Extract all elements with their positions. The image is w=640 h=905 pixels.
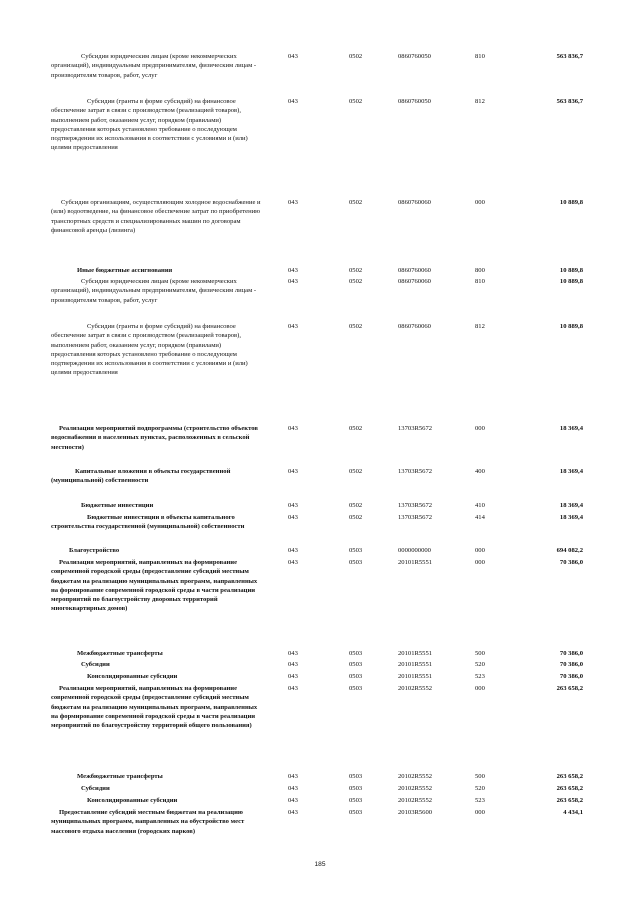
article-code: 20101R5551 [398, 661, 433, 668]
expense-type-code: 000 [475, 425, 485, 432]
article-code: 0860760060 [398, 278, 431, 285]
amount: 10 889,8 [559, 267, 583, 274]
expense-type-code: 520 [475, 785, 485, 792]
amount: 10 889,8 [559, 323, 583, 330]
amount: 18 369,4 [559, 425, 583, 432]
article-code: 13703R5672 [398, 514, 433, 521]
expense-type-code: 800 [475, 267, 485, 274]
section-code: 0503 [349, 547, 363, 554]
row-name: Бюджетные инвестиции в объекты капитального строительства государственной (муниципальной) собственности [51, 514, 245, 531]
section-code: 0503 [349, 809, 363, 816]
amount: 18 369,4 [559, 502, 583, 509]
article-code: 0860760060 [398, 267, 431, 274]
admin-code: 043 [288, 267, 298, 274]
admin-code: 043 [288, 278, 298, 285]
amount: 563 836,7 [556, 98, 583, 105]
article-code: 20103R5600 [398, 809, 433, 816]
admin-code: 043 [288, 502, 298, 509]
row-name: Субсидии (гранты в форме субсидий) на финансовое обеспечение затрат в связи с производством (реализацией товаров), выполнением работ, оказанием услуг, порядком (правилами) предоставления которых установлено требование о последующем подтверждении их использования в соответствии с условиями и (или) целями предоставления [51, 98, 248, 152]
expense-type-code: 500 [475, 773, 485, 780]
section-code: 0503 [349, 685, 363, 692]
amount: 563 836,7 [556, 53, 583, 60]
amount: 263 658,2 [556, 797, 583, 804]
row-name: Субсидии юридическим лицам (кроме некоммерческих организаций), индивидуальным предпринимателям, физическим лицам - производителям товаров, работ, услуг [51, 53, 257, 79]
section-code: 0502 [349, 278, 363, 285]
article-code: 0860760060 [398, 199, 431, 206]
admin-code: 043 [288, 773, 298, 780]
row-name: Межбюджетные трансферты [77, 650, 163, 657]
article-code: 0860760060 [398, 323, 431, 330]
article-code: 20102R5552 [398, 797, 433, 804]
expense-type-code: 523 [475, 797, 485, 804]
article-code: 20102R5552 [398, 785, 433, 792]
section-code: 0502 [349, 199, 363, 206]
amount: 10 889,8 [559, 199, 583, 206]
amount: 70 386,0 [559, 661, 583, 668]
amount: 263 658,2 [556, 773, 583, 780]
row-name: Благоустройство [69, 547, 120, 554]
section-code: 0502 [349, 468, 363, 475]
row-name: Предоставление субсидий местным бюджетам на реализацию муниципальных программ, направленных на обустройство мест массового отдыха населения (городских парков) [51, 809, 245, 835]
row-name: Субсидии [81, 785, 110, 792]
section-code: 0503 [349, 797, 363, 804]
amount: 18 369,4 [559, 514, 583, 521]
admin-code: 043 [288, 661, 298, 668]
expense-type-code: 000 [475, 199, 485, 206]
row-name: Реализация мероприятий, направленных на формирование современной городской среды (предоставление субсидий местным бюджетам на реализацию муниципальных программ, направленных на формирование современной городской среды в части реализации мероприятий по благоустройству дворовых территорий многоквартирных домов) [51, 559, 258, 613]
expense-type-code: 812 [475, 98, 485, 105]
section-code: 0503 [349, 650, 363, 657]
page-number: 185 [314, 861, 326, 868]
admin-code: 043 [288, 514, 298, 521]
amount: 694 082,2 [556, 547, 583, 554]
article-code: 0860760050 [398, 98, 431, 105]
expense-type-code: 810 [475, 53, 485, 60]
article-code: 20101R5551 [398, 559, 433, 566]
row-name: Межбюджетные трансферты [77, 773, 163, 780]
article-code: 13703R5672 [398, 468, 433, 475]
expense-type-code: 500 [475, 650, 485, 657]
amount: 70 386,0 [559, 559, 583, 566]
expense-type-code: 000 [475, 809, 485, 816]
row-name: Реализация мероприятий подпрограммы (строительство объектов водоснабжения в населенных пунктах, расположенных в сельской местности) [51, 425, 258, 451]
row-name: Субсидии организациям, осуществляющим холодное водоснабжение и (или) водоотведение, на финансовое обеспечение затрат по приобретению транспортных средств и специализированных машин по договорам финансовой аренды (лизинга) [51, 199, 261, 234]
section-code: 0503 [349, 785, 363, 792]
expense-type-code: 000 [475, 547, 485, 554]
section-code: 0503 [349, 773, 363, 780]
amount: 4 434,1 [563, 809, 583, 816]
row-name: Субсидии юридическим лицам (кроме некоммерческих организаций), индивидуальным предпринимателям, физическим лицам - производителям товаров, работ, услуг [51, 278, 257, 304]
article-code: 13703R5672 [398, 502, 433, 509]
admin-code: 043 [288, 685, 298, 692]
expense-type-code: 400 [475, 468, 485, 475]
admin-code: 043 [288, 425, 298, 432]
section-code: 0502 [349, 502, 363, 509]
admin-code: 043 [288, 650, 298, 657]
section-code: 0503 [349, 673, 363, 680]
row-name: Капитальные вложения в объекты государственной (муниципальной) собственности [51, 468, 231, 485]
article-code: 0860760050 [398, 53, 431, 60]
amount: 18 369,4 [559, 468, 583, 475]
row-name: Иные бюджетные ассигнования [77, 267, 173, 274]
admin-code: 043 [288, 797, 298, 804]
section-code: 0503 [349, 559, 363, 566]
row-name: Консолидированные субсидии [87, 673, 178, 680]
section-code: 0502 [349, 323, 363, 330]
expense-type-code: 000 [475, 685, 485, 692]
admin-code: 043 [288, 547, 298, 554]
amount: 10 889,8 [559, 278, 583, 285]
expense-type-code: 000 [475, 559, 485, 566]
admin-code: 043 [288, 323, 298, 330]
row-name: Субсидии [81, 661, 110, 668]
article-code: 20101R5551 [398, 650, 433, 657]
row-name: Реализация мероприятий, направленных на формирование современной городской среды (предоставление субсидий местным бюджетам на реализацию муниципальных программ, направленных на формирование современной городской среды в части реализации мероприятий по благоустройству территорий общего пользования) [51, 685, 258, 730]
expense-type-code: 523 [475, 673, 485, 680]
admin-code: 043 [288, 785, 298, 792]
row-name: Субсидии (гранты в форме субсидий) на финансовое обеспечение затрат в связи с производством (реализацией товаров), выполнением работ, оказанием услуг, порядком (правилами) предоставления которых установлено требование о последующем подтверждении их использования в соответствии с условиями и (или) целями предоставления [51, 323, 248, 377]
expense-type-code: 520 [475, 661, 485, 668]
admin-code: 043 [288, 559, 298, 566]
article-code: 13703R5672 [398, 425, 433, 432]
admin-code: 043 [288, 809, 298, 816]
row-name: Бюджетные инвестиции [81, 502, 154, 509]
admin-code: 043 [288, 199, 298, 206]
article-code: 20101R5551 [398, 673, 433, 680]
section-code: 0502 [349, 53, 363, 60]
admin-code: 043 [288, 53, 298, 60]
article-code: 20102R5552 [398, 685, 433, 692]
section-code: 0502 [349, 267, 363, 274]
row-name: Консолидированные субсидии [87, 797, 178, 804]
section-code: 0502 [349, 425, 363, 432]
section-code: 0502 [349, 514, 363, 521]
article-code: 0000000000 [398, 547, 431, 554]
amount: 70 386,0 [559, 650, 583, 657]
admin-code: 043 [288, 673, 298, 680]
amount: 263 658,2 [556, 685, 583, 692]
section-code: 0502 [349, 98, 363, 105]
expense-type-code: 410 [475, 502, 485, 509]
expense-type-code: 812 [475, 323, 485, 330]
admin-code: 043 [288, 98, 298, 105]
amount: 263 658,2 [556, 785, 583, 792]
section-code: 0503 [349, 661, 363, 668]
expense-type-code: 810 [475, 278, 485, 285]
admin-code: 043 [288, 468, 298, 475]
article-code: 20102R5552 [398, 773, 433, 780]
expense-type-code: 414 [475, 514, 485, 521]
amount: 70 386,0 [559, 673, 583, 680]
